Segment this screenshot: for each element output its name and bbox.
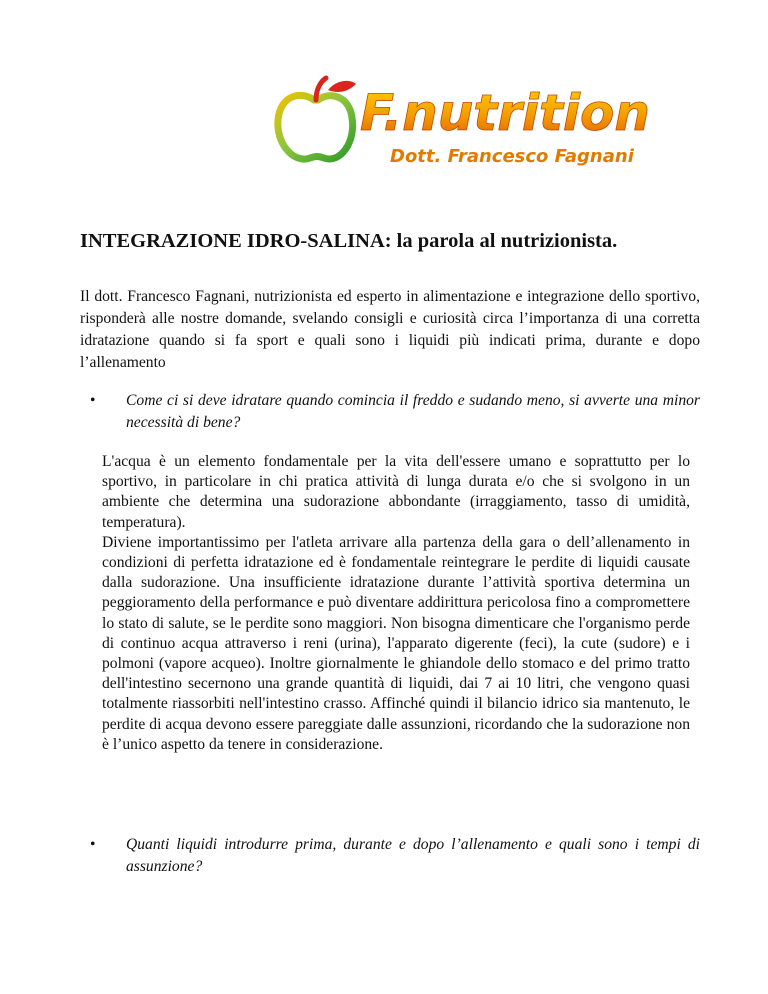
title-rest: la parola al nutrizionista. bbox=[391, 230, 618, 252]
logo-brand-text: F.nutrition bbox=[360, 84, 650, 142]
answer-1-paragraph-1: L'acqua è un elemento fondamentale per la vita dell'essere umano e soprattutto per lo sportivo, in particolare in chi pratica attività di lunga durata e/o che si svolgono in un ambiente che determina una sudorazione abbondante (irraggiamento, tasso di umidità, temperatura). bbox=[102, 453, 690, 531]
bullet-icon: • bbox=[90, 836, 96, 853]
title-bold: INTEGRAZIONE IDRO-SALINA: bbox=[80, 230, 392, 252]
fnutrition-logo bbox=[272, 72, 692, 180]
answer-1-paragraph-2: Diviene importantissimo per l'atleta arrivare alla partenza della gara o dell’allenamento in condizioni di perfetta idratazione ed è fondamentale reintegrare le perdite di liquidi causate dalla sudorazione. Una insufficiente idratazione durante l’attività sportiva determina un peggioramento della performance e può diventare addirittura pericolosa fino a compromettere lo stato di salute, se le perdite sono maggiori. Non bisogna dimenticare che l'organismo perde di continuo acqua attraverso i reni (urina), l'apparato digerente (feci), la cute (sudore) e i polmoni (vapore acqueo). Inoltre giornalmente le ghiandole dello stomaco e del primo tratto dell'intestino secernono una grande quantità di liquidi, dai 7 ai 10 litri, che vengono quasi totalmente riassorbiti nell'intestino crasso. Affinché quindi il bilancio idrico sia mantenuto, le perdite di acqua devono essere pareggiate dalle assunzioni, ricordando che la sudorazione non è l’unico aspetto da tenere in considerazione. bbox=[102, 533, 690, 753]
answer-1 bbox=[102, 452, 690, 755]
question-2-text: Quanti liquidi introdurre prima, durante e dopo l’allenamento e quali sono i tempi di assunzione? bbox=[126, 836, 700, 875]
question-2 bbox=[80, 834, 700, 878]
bullet-icon: • bbox=[90, 392, 96, 409]
article-title bbox=[80, 230, 700, 253]
article-intro: Il dott. Francesco Fagnani, nutrizionista ed esperto in alimentazione e integrazione dello sportivo, risponderà alle nostre domande, svelando consigli e curiosità circa l’importanza di una corretta idratazione quando si fa sport e quali sono i liquidi più indicati prima, durante e dopo l’allenamento bbox=[80, 288, 700, 371]
question-1-text: Come ci si deve idratare quando comincia il freddo e sudando meno, si avverte una minor necessità di bene? bbox=[126, 392, 700, 431]
logo-subtitle-text: Dott. Francesco Fagnani bbox=[390, 146, 634, 167]
question-1 bbox=[80, 390, 700, 434]
apple-logo-icon bbox=[272, 72, 692, 180]
